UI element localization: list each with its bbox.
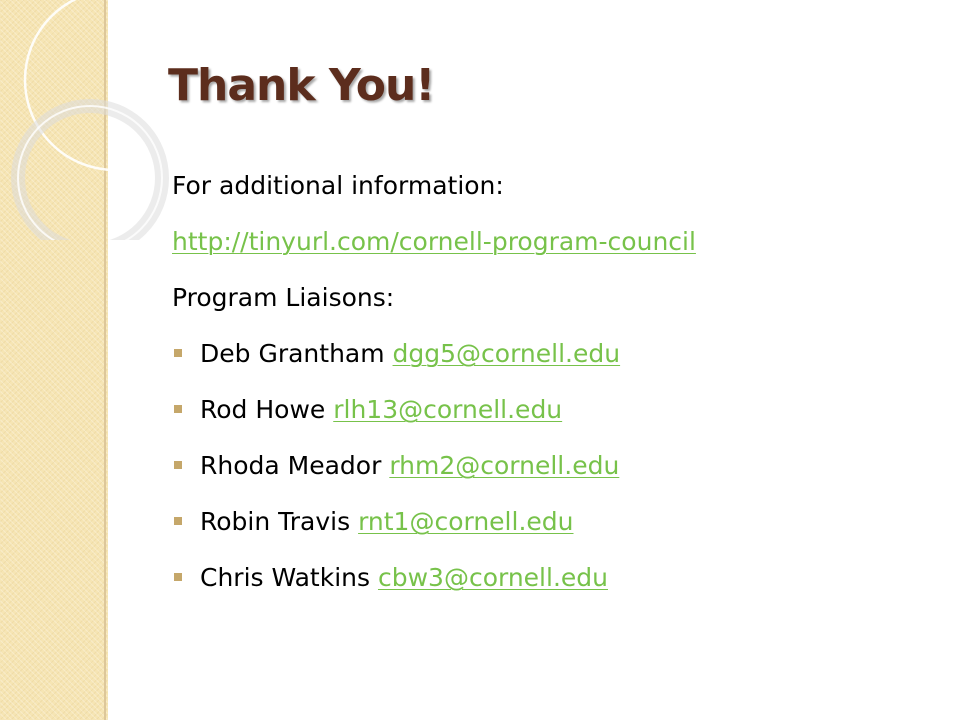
liaison-name: Robin Travis xyxy=(200,507,359,536)
decorative-rings-graphic xyxy=(0,0,200,240)
square-bullet-icon xyxy=(174,517,182,525)
liaison-email-link[interactable]: dgg5@cornell.edu xyxy=(392,339,621,368)
liaison-email-link[interactable]: rnt1@cornell.edu xyxy=(358,507,574,536)
liaison-name: Chris Watkins xyxy=(200,563,378,592)
square-bullet-icon xyxy=(174,405,182,413)
slide-title: Thank You! xyxy=(168,60,435,111)
liaison-email-link[interactable]: rhm2@cornell.edu xyxy=(389,451,620,480)
liaison-name: Rhoda Meador xyxy=(200,451,390,480)
liaison-name: Deb Grantham xyxy=(200,339,393,368)
liaison-email-link[interactable]: rlh13@cornell.edu xyxy=(333,395,563,424)
liaison-name: Rod Howe xyxy=(200,395,334,424)
liaison-item xyxy=(172,384,932,440)
slide-content xyxy=(172,160,932,608)
info-url-link[interactable]: http://tinyurl.com/cornell-program-council xyxy=(172,227,696,256)
liaisons-heading: Program Liaisons: xyxy=(172,283,395,312)
square-bullet-icon xyxy=(174,349,182,357)
square-bullet-icon xyxy=(174,461,182,469)
liaison-item xyxy=(172,496,932,552)
square-bullet-icon xyxy=(174,573,182,581)
liaison-item xyxy=(172,552,932,608)
info-url-line xyxy=(172,216,932,272)
liaison-item xyxy=(172,440,932,496)
liaison-email-link[interactable]: cbw3@cornell.edu xyxy=(377,563,608,592)
liaison-item xyxy=(172,328,932,384)
intro-text: For additional information: xyxy=(172,171,504,200)
